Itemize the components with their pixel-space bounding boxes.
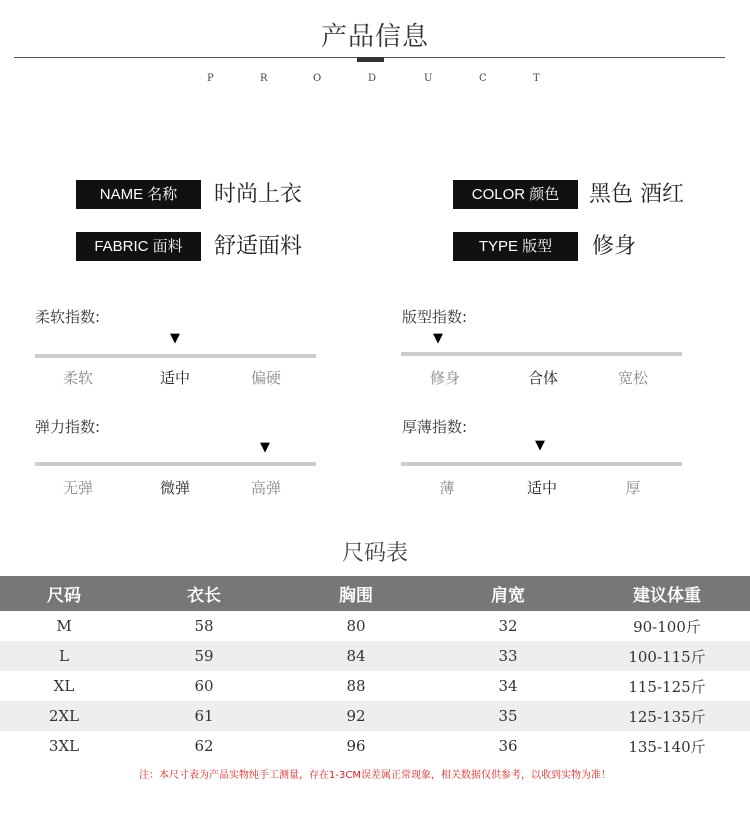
column-header: 衣长 — [128, 576, 280, 611]
size-table — [0, 576, 750, 761]
table-cell: 61 — [128, 701, 280, 731]
elasticity-option-selected: 高弹 — [250, 479, 281, 497]
column-header: 尺码 — [0, 576, 128, 611]
thickness-option: 厚 — [625, 479, 641, 497]
table-cell: 36 — [498, 737, 518, 755]
table-row — [0, 731, 750, 761]
table-cell: 58 — [194, 617, 214, 635]
fit-option-selected: 修身 — [429, 369, 460, 387]
softness-indicator-icon: ▼ — [170, 331, 180, 346]
elasticity-indicator-icon: ▼ — [260, 440, 270, 455]
elasticity-option: 无弹 — [62, 479, 93, 497]
table-cell: 88 — [346, 677, 366, 695]
thickness-label: 厚薄指数: — [402, 418, 468, 436]
fit-indicator-icon: ▼ — [433, 331, 443, 346]
table-cell: 135-140斤 — [628, 737, 706, 756]
elasticity-label: 弹力指数: — [35, 418, 101, 436]
table-cell: 92 — [280, 701, 432, 731]
table-row — [0, 701, 750, 731]
type-tag: TYPE 版型 — [453, 232, 578, 261]
table-cell: 100-115斤 — [584, 641, 750, 671]
fit-option: 宽松 — [617, 369, 648, 387]
page-title: 产品信息 — [320, 22, 429, 52]
table-row — [0, 641, 750, 671]
thickness-option: 薄 — [439, 479, 455, 497]
fit-option: 合体 — [527, 369, 558, 387]
table-cell: 33 — [432, 641, 584, 671]
thickness-indicator-icon: ▼ — [535, 438, 545, 453]
softness-scale-line — [35, 354, 316, 358]
size-chart-title: 尺码表 — [341, 541, 408, 566]
fit-label: 版型指数: — [402, 308, 468, 326]
softness-option-selected: 适中 — [159, 369, 190, 387]
color-tag: COLOR 颜色 — [453, 180, 578, 209]
table-row — [0, 671, 750, 701]
softness-label: 柔软指数: — [35, 308, 101, 326]
column-header: 建议体重 — [584, 576, 750, 611]
table-cell: 84 — [280, 641, 432, 671]
table-cell: 115-125斤 — [628, 677, 706, 696]
table-cell: XL — [53, 677, 75, 695]
table-cell: 80 — [346, 617, 366, 635]
elasticity-option: 微弹 — [159, 479, 190, 497]
fit-scale-line — [401, 352, 682, 356]
thickness-option-selected: 适中 — [526, 479, 557, 497]
table-cell: L — [0, 641, 128, 671]
table-cell: 62 — [194, 737, 214, 755]
thickness-scale-line — [401, 462, 682, 466]
elasticity-scale-line — [35, 462, 316, 466]
product-letter: D — [368, 73, 377, 84]
softness-option: 柔软 — [62, 369, 93, 387]
table-cell: 3XL — [48, 737, 80, 755]
table-cell: 90-100斤 — [633, 617, 701, 636]
table-cell: 34 — [498, 677, 518, 695]
table-cell: 96 — [346, 737, 366, 755]
softness-option: 偏硬 — [250, 369, 281, 387]
product-letter: O — [313, 73, 322, 84]
table-cell: 59 — [128, 641, 280, 671]
type-value: 修身 — [592, 234, 637, 259]
title-divider-mark — [357, 57, 384, 62]
table-cell: 125-135斤 — [584, 701, 750, 731]
product-letter: R — [260, 73, 268, 84]
table-row — [0, 611, 750, 641]
column-header: 肩宽 — [432, 576, 584, 611]
table-cell: 32 — [498, 617, 518, 635]
table-cell: 60 — [194, 677, 214, 695]
product-letter: T — [533, 73, 540, 84]
column-header: 胸围 — [280, 576, 432, 611]
size-note: 注：本尺寸表为产品实物纯手工测量，存在1-3CM误差属正常现象，相关数据仅供参考，以收到实物为准！ — [139, 770, 611, 781]
color-value: 黑色 酒红 — [589, 182, 684, 207]
product-letter: P — [207, 73, 214, 84]
product-letter: C — [479, 73, 487, 84]
table-cell: 2XL — [0, 701, 128, 731]
table-cell: 35 — [432, 701, 584, 731]
fabric-value: 舒适面料 — [214, 234, 303, 259]
table-header-row — [0, 576, 750, 611]
name-value: 时尚上衣 — [214, 182, 303, 207]
product-letter: U — [424, 73, 433, 84]
table-cell: M — [56, 617, 72, 635]
name-tag: NAME 名称 — [76, 180, 201, 209]
fabric-tag: FABRIC 面料 — [76, 232, 201, 261]
